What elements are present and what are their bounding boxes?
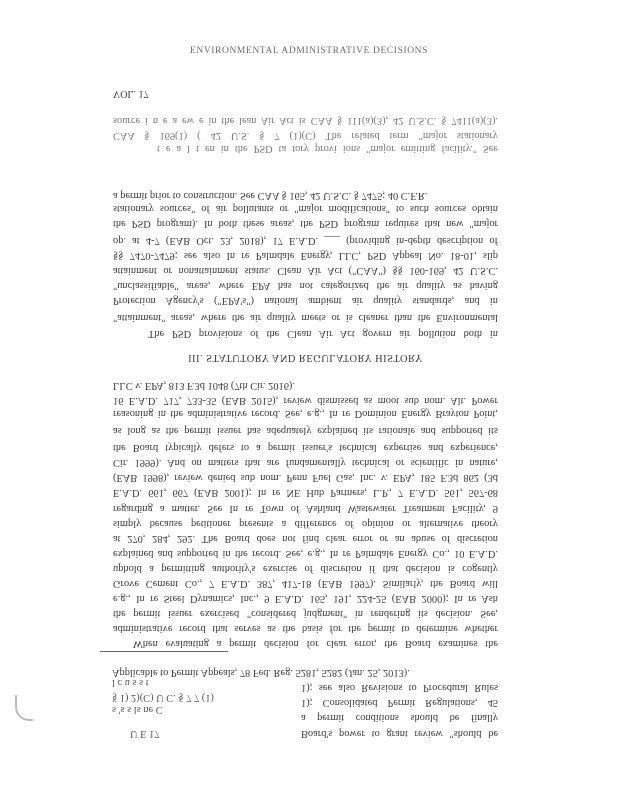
footnote-line: Applicable to Permit Appeals, 78 Fed. Reg. 5281, 5282 (Jan. 25, 2013). — [112, 667, 410, 678]
text-line: at 270, 284, 292. The Board does not find clear error or an abuse of discretion — [113, 533, 498, 544]
section-heading: III. STATUTORY AND REGULATORY HISTORY — [188, 352, 423, 363]
text-line: t e a l t en in the PSD ta tory provi ions "major emitting facility." See — [157, 143, 498, 154]
text-line: stationary sources" of air pollutants or "major modifications" to such sources obtain — [113, 203, 498, 214]
text-line: "attainment" areas, where the air quality meets or is cleaner than the Environmental — [113, 312, 498, 323]
text-line: explained and supported in the record. See, e.g., In re Palmdale Energy Co., 10 E.A.D. — [113, 548, 498, 559]
footnote-divider — [100, 651, 228, 652]
text-line: administrative record that serves as the basis for the permit to determine whether — [113, 623, 498, 634]
text-line: When evaluating a permit decision for clear error, the Board examines the — [133, 638, 498, 649]
scan-artifact-mark — [15, 695, 33, 721]
page-number-fragment: U E 17 — [130, 728, 160, 739]
text-line: "unclassifiable" areas, where EPA has not categorized the air quality as having — [113, 280, 498, 291]
text-line: CAA § 169(1) ( 42 U.S. § 7 (1)(C) The related term "major stationary — [113, 130, 498, 141]
footnote-fragment: s 's s ls ne C — [112, 704, 163, 715]
text-line: attainment or nonattainment status. Clean Air Act ("CAA") §§ 160-169, 42 U.S.C. — [113, 265, 498, 276]
footnote-line: a permit conditions should be finally — [301, 712, 498, 723]
text-line: source i n e a ew e in the lean Air Act is CAA § 111(a)(3), 42 U.S.C. § 7411(a)(3). — [113, 115, 498, 126]
text-line: Cir. 1999). And on matters that are fundamentally technical or scientific in nature, — [113, 457, 498, 468]
text-line: simply because petitioner presents a difference of opinion or alternative theory — [113, 518, 498, 529]
text-line: the PSD program). In both these areas, the PSD program requires that new "major — [113, 218, 498, 229]
text-line: the Board typically defers to a permit issuer's technical expertise and experience, — [113, 442, 498, 453]
text-line: Grove Cement Co., 7 E.A.D. 387, 417-18 (EAB 1997). Similarly, the Board will — [113, 578, 498, 589]
text-line: op. at 4-7 (EAB Oct. 23, 2018), 17 E.A.D. ___ (providing in-depth description of — [113, 235, 498, 246]
text-line: reasoning in the administrative record. See, e.g., In re Dominion Energy Brayton Point, — [113, 408, 498, 419]
text-line: the permit issuer exercised "considered judgment" in rendering its decision. See, — [113, 608, 498, 619]
text-line: a permit prior to construction. See CAA § 165, 42 U.S.C. § 7475; 40 C.F.R. — [113, 190, 428, 201]
text-line: as long as the permit issuer has adequately explained its rationale and supported its — [113, 425, 498, 436]
running-header: ENVIRONMENTAL ADMINISTRATIVE DECISIONS — [189, 46, 429, 56]
text-line: (EAB 1998), review denied sub nom. Penn Fuel Gas, Inc. v. EPA, 185 F.3d 862 (3d — [113, 472, 498, 483]
footnote-fragment: l c u s s t — [112, 677, 149, 688]
footnote-fragment: § 1) 2)(C) U C. § 7 7 (1) — [112, 692, 214, 703]
text-line: e.g., In re Steel Dynamics, Inc., 9 E.A.D. 165, 191, 224-25 (EAB 2000); In re Ash — [113, 593, 498, 604]
text-line: regarding a matter. See In re Town of Ashland Wastewater Treatment Facility, 9 — [113, 503, 498, 514]
text-line: 16 E.A.D. 717, 733-35 (EAB 2015), review dismissed as moot sub nom. Alt. Power — [113, 395, 498, 406]
text-line: Protection Agency's ("EPA's") national ambient air quality standards, and in — [113, 295, 498, 306]
text-line: uphold a permitting authority's exercise of discretion if that decision is cogently — [113, 563, 498, 574]
footnote-line: Board's power to grant review "should be — [301, 728, 498, 739]
text-line: §§ 7470-7479; see also In re Palmdale Energy, LLC, PSD Appeal No. 18-01, slip — [113, 250, 498, 261]
text-line: E.A.D. 661, 667 (EAB 2001); In re NE Hub Partners, L.P., 7 E.A.D. 561, 567-68 — [113, 487, 498, 498]
text-line: The PSD provisions of the Clean Air Act govern air pollution both in — [148, 328, 498, 339]
text-line: LLC v. EPA, 813 F.3d 1048 (7th Cir. 2016). — [113, 380, 295, 391]
volume-number: VOL. 17 — [113, 88, 149, 99]
footnote-line: 1); see also Revisions to Procedural Rules — [301, 682, 498, 693]
footnote-line: 1); Consolidated Permit Regulations, 45 — [301, 697, 498, 708]
